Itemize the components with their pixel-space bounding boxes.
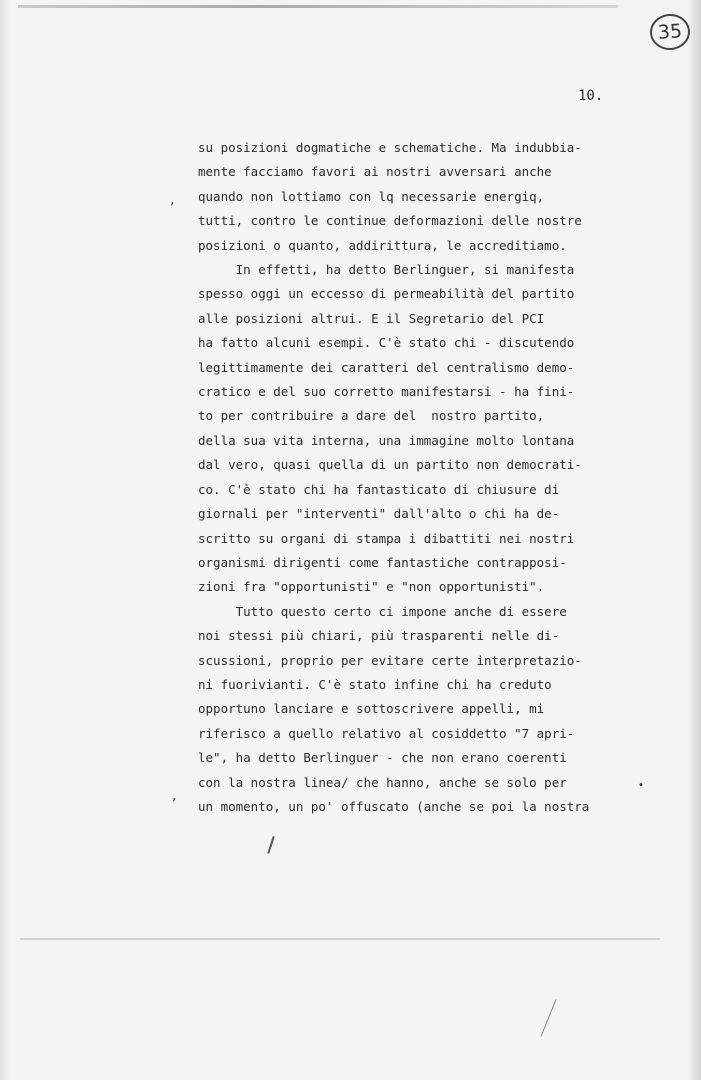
text-line: spesso oggi un eccesso di permeabilità del partito	[198, 286, 575, 302]
text-line: zioni fra "opportunisti" e "non opportunisti".	[198, 579, 545, 595]
text-line: riferisco a quello relativo al cosiddetto "7 apri-	[198, 725, 575, 741]
text-line: to per contribuire a dare del nostro partito,	[198, 408, 545, 424]
text-line: con la nostra linea/ che hanno, anche se solo per	[198, 774, 567, 790]
text-line: Tutto questo certo ci impone anche di essere	[198, 603, 567, 619]
page-right-shadow	[687, 0, 701, 1080]
margin-correction-mark: ,	[172, 788, 177, 804]
text-line: co. C'è stato chi ha fantasticato di chiusure di	[198, 481, 560, 497]
text-line: le", ha detto Berlinguer - che non erano coerenti	[198, 750, 567, 766]
archive-stamp: 35	[649, 13, 691, 52]
text-line: ha fatto alcuni esempi. C'è stato chi - discutendo	[198, 335, 575, 351]
text-line: quando non lottiamo con lq necessarie energiq,	[198, 188, 545, 204]
text-line: scritto su organi di stampa i dibattiti nei nostri	[198, 530, 575, 546]
text-line: opportuno lanciare e sottoscrivere appelli, mi	[198, 701, 545, 717]
text-line: su posizioni dogmatiche e schematiche. Ma indubbia-	[198, 140, 582, 155]
text-line: giornali per "interventi" dall'alto o chi ha de-	[198, 506, 560, 522]
page-fold-line	[20, 938, 660, 940]
handwritten-pencil-stroke	[541, 999, 557, 1036]
text-line: scussioni, proprio per evitare certe interpretazio-	[198, 652, 582, 668]
margin-correction-mark: ,	[170, 192, 175, 208]
typed-text-block	[198, 136, 638, 819]
text-line: dal vero, quasi quella di un partito non democrati-	[198, 457, 582, 473]
text-line: organismi dirigenti come fantastiche contrapposi-	[198, 554, 567, 570]
text-line: ni fuorivianti. C'è stato infine chi ha creduto	[198, 676, 552, 692]
page-number: 10.	[578, 88, 604, 104]
text-line: posizioni o quanto, addirittura, le accreditiamo.	[198, 237, 567, 253]
margin-dot-mark: •	[638, 780, 644, 791]
text-line: cratico e del suo corretto manifestarsi - ha fini-	[198, 384, 575, 400]
text-line: mente facciamo favori ai nostri avversari anche	[198, 164, 552, 180]
text-line: tutti, contro le continue deformazioni delle nostre	[198, 213, 582, 229]
text-line: In effetti, ha detto Berlinguer, si manifesta	[198, 262, 575, 278]
text-line: noi stessi più chiari, più trasparenti nelle di-	[198, 628, 560, 644]
text-line: un momento, un po' offuscato (anche se poi la nostra	[198, 798, 590, 814]
handwritten-slash-mark	[267, 836, 274, 854]
text-line: alle posizioni altrui. E il Segretario del PCI	[198, 310, 545, 326]
page-left-shadow	[0, 0, 10, 1080]
page-top-edge	[18, 5, 618, 8]
text-line: legittimamente dei caratteri del centralismo demo-	[198, 359, 575, 375]
text-line: della sua vita interna, una immagine molto lontana	[198, 432, 575, 448]
